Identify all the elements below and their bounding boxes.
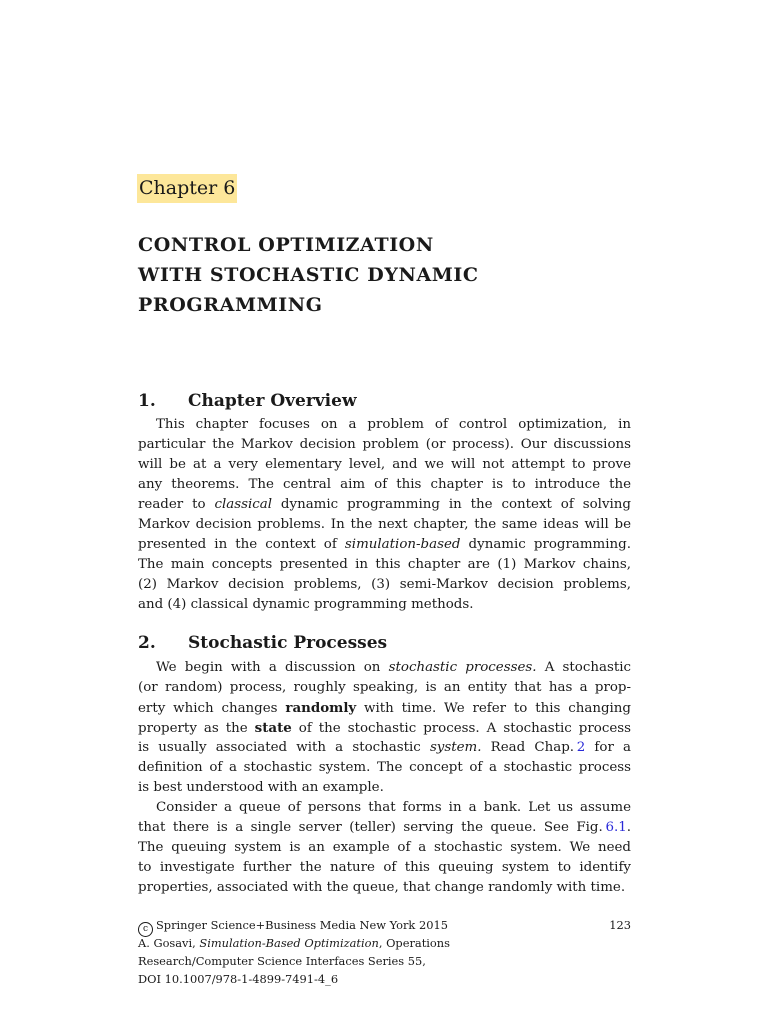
section-number: 1.	[138, 391, 156, 411]
text-line: reader to classical dynamic programming in the context of solving	[138, 497, 631, 512]
chapter-title	[138, 230, 638, 320]
text-line: Markov decision problems. In the next chapter, the same ideas will be	[138, 517, 631, 532]
emphasis-text: stochastic processes.	[388, 660, 537, 675]
author-line: A. Gosavi, Simulation-Based Optimization, Operations	[138, 936, 450, 950]
doi-line: DOI 10.1007/978-1-4899-7491-4_6	[138, 972, 339, 986]
page-number: 123	[609, 918, 631, 932]
chapter-title-line: PROGRAMMING	[138, 294, 323, 316]
text-line: presented in the context of simulation-based dynamic programming.	[138, 537, 631, 552]
text-line: We begin with a discussion on stochastic processes. A stochastic	[156, 660, 631, 675]
text-line: The main concepts presented in this chapter are (1) Markov chains,	[138, 557, 631, 572]
section-heading-stochastic-processes	[138, 632, 387, 654]
text-line: This chapter focuses on a problem of control optimization, in	[156, 417, 631, 432]
emphasis-text: simulation-based	[344, 537, 461, 552]
book-title: Simulation-Based Optimization	[199, 936, 379, 950]
chapter-title-line: WITH STOCHASTIC DYNAMIC	[138, 264, 479, 286]
text-line: and (4) classical dynamic programming methods.	[138, 597, 474, 612]
text-line: definition of a stochastic system. The concept of a stochastic process	[138, 760, 631, 775]
paragraph-stochastic-intro	[138, 658, 631, 798]
text-line: is usually associated with a stochastic system. Read Chap. 2 for a	[138, 740, 631, 755]
emphasis-text: classical	[214, 497, 273, 512]
copyright-icon: c	[138, 922, 153, 937]
paragraph-overview	[138, 415, 631, 615]
page-footer	[138, 916, 631, 988]
bold-term: randomly	[285, 700, 357, 716]
text-line: any theorems. The central aim of this chapter is to introduce the	[138, 477, 631, 492]
text-line: is best understood with an example.	[138, 780, 384, 795]
text-line: (2) Markov decision problems, (3) semi-Markov decision problems,	[138, 577, 631, 592]
series-line: Research/Computer Science Interfaces Series 55,	[138, 954, 426, 968]
text-line: will be at a very elementary level, and we will not attempt to prove	[138, 457, 631, 472]
emphasis-text: system.	[429, 740, 482, 755]
publisher-text: Springer Science+Business Media New York 2015	[156, 918, 448, 932]
chapter-2-link[interactable]: 2	[576, 740, 586, 755]
text-line: property as the state of the stochastic process. A stochastic process	[138, 720, 631, 736]
text-line: that there is a single server (teller) serving the queue. See Fig. 6.1.	[138, 820, 631, 835]
text-line: particular the Markov decision problem (or process). Our discussions	[138, 437, 631, 452]
text-line: to investigate further the nature of this queuing system to identify	[138, 860, 631, 875]
text-line: Consider a queue of persons that forms in a bank. Let us assume	[156, 800, 631, 815]
bold-term: state	[254, 720, 292, 736]
section-heading-overview	[138, 390, 357, 412]
text-line: (or random) process, roughly speaking, is an entity that has a prop-	[138, 680, 631, 695]
copyright-line	[138, 916, 631, 934]
chapter-title-line: CONTROL OPTIMIZATION	[138, 234, 434, 256]
chapter-label-highlighted[interactable]: Chapter 6	[137, 174, 237, 203]
paragraph-queue-example	[138, 798, 631, 898]
section-title: Chapter Overview	[188, 391, 357, 411]
section-title: Stochastic Processes	[188, 633, 388, 653]
text-line: properties, associated with the queue, that change randomly with time.	[138, 880, 626, 895]
section-number: 2.	[138, 633, 156, 653]
text-line: erty which changes randomly with time. We refer to this changing	[138, 700, 631, 716]
text-line: The queuing system is an example of a stochastic system. We need	[138, 840, 631, 855]
figure-6-1-link[interactable]: 6.1	[605, 820, 627, 835]
